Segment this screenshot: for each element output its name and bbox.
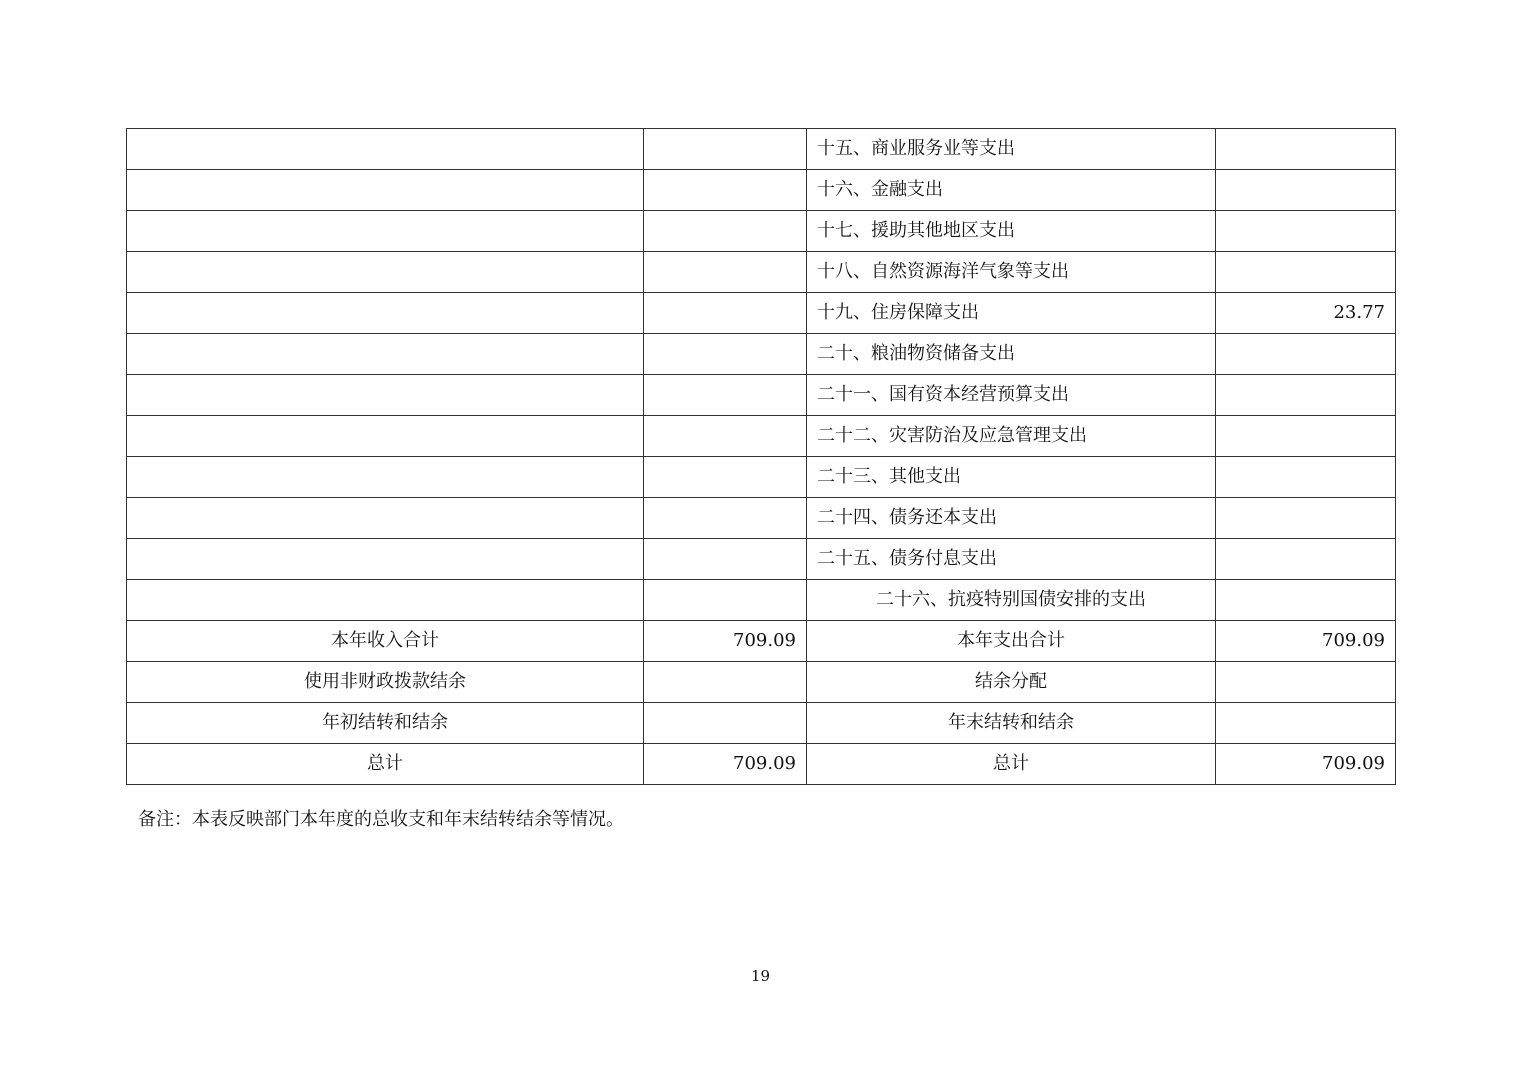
income-amount-cell [644,293,807,334]
table-row [127,252,1396,293]
income-item-cell [127,416,644,457]
income-amount-cell [644,416,807,457]
income-amount-cell [644,580,807,621]
expense-item-cell: 二十三、其他支出 [807,457,1216,498]
expense-amount-cell [1216,211,1396,252]
expense-amount-cell [1216,334,1396,375]
expense-item-cell: 十八、自然资源海洋气象等支出 [807,252,1216,293]
income-amount-cell [644,252,807,293]
grand-total-label: 总计 [127,744,644,785]
expense-item-cell: 十七、援助其他地区支出 [807,211,1216,252]
income-item-cell [127,211,644,252]
income-amount-cell [644,129,807,170]
income-amount-cell [644,539,807,580]
expense-total-label: 本年支出合计 [807,621,1216,662]
income-item-cell [127,170,644,211]
expense-item-cell: 十五、商业服务业等支出 [807,129,1216,170]
expense-item-cell: 二十五、债务付息支出 [807,539,1216,580]
income-item-cell [127,457,644,498]
income-item-cell [127,129,644,170]
expense-item-cell: 二十二、灾害防治及应急管理支出 [807,416,1216,457]
expense-amount-cell [1216,170,1396,211]
expense-item-cell: 十九、住房保障支出 [807,293,1216,334]
table-row [127,662,1396,703]
income-item-cell [127,539,644,580]
expense-amount-cell [1216,498,1396,539]
table-row [127,539,1396,580]
opening-carryover-amount [644,703,807,744]
grand-total-label: 总计 [807,744,1216,785]
income-item-cell [127,375,644,416]
expense-amount-cell [1216,457,1396,498]
income-amount-cell [644,334,807,375]
table-row [127,621,1396,662]
table-row [127,293,1396,334]
expense-item-cell: 二十一、国有资本经营预算支出 [807,375,1216,416]
income-amount-cell [644,211,807,252]
table-row [127,416,1396,457]
table-row [127,334,1396,375]
table-row [127,129,1396,170]
table-footnote: 备注：本表反映部门本年度的总收支和年末结转结余等情况。 [138,809,624,830]
table-row [127,457,1396,498]
income-amount-cell [644,375,807,416]
balance-allocation-label: 结余分配 [807,662,1216,703]
table-row [127,211,1396,252]
table-row [127,375,1396,416]
expense-amount-cell [1216,129,1396,170]
expense-item-cell: 二十四、债务还本支出 [807,498,1216,539]
table-row [127,744,1396,785]
expense-amount-cell [1216,252,1396,293]
budget-summary-table [126,128,1396,785]
grand-total-expense-amount: 709.09 [1216,744,1396,785]
table-row [127,703,1396,744]
table-row [127,170,1396,211]
expense-total-amount: 709.09 [1216,621,1396,662]
expense-amount-cell [1216,416,1396,457]
income-item-cell [127,498,644,539]
page-number: 19 [750,967,771,985]
table-row [127,498,1396,539]
expense-item-cell: 十六、金融支出 [807,170,1216,211]
opening-carryover-label: 年初结转和结余 [127,703,644,744]
non-fiscal-balance-label: 使用非财政拨款结余 [127,662,644,703]
income-item-cell [127,580,644,621]
closing-carryover-amount [1216,703,1396,744]
expense-amount-cell: 23.77 [1216,293,1396,334]
closing-carryover-label: 年末结转和结余 [807,703,1216,744]
expense-amount-cell [1216,539,1396,580]
expense-amount-cell [1216,375,1396,416]
income-amount-cell [644,170,807,211]
table-row [127,580,1396,621]
expense-amount-cell [1216,580,1396,621]
income-item-cell [127,293,644,334]
balance-allocation-amount [1216,662,1396,703]
income-amount-cell [644,457,807,498]
income-item-cell [127,334,644,375]
income-item-cell [127,252,644,293]
income-total-label: 本年收入合计 [127,621,644,662]
non-fiscal-balance-amount [644,662,807,703]
income-amount-cell [644,498,807,539]
grand-total-income-amount: 709.09 [644,744,807,785]
expense-item-cell: 二十、粮油物资储备支出 [807,334,1216,375]
income-total-amount: 709.09 [644,621,807,662]
expense-item-cell: 二十六、抗疫特别国债安排的支出 [807,580,1216,621]
